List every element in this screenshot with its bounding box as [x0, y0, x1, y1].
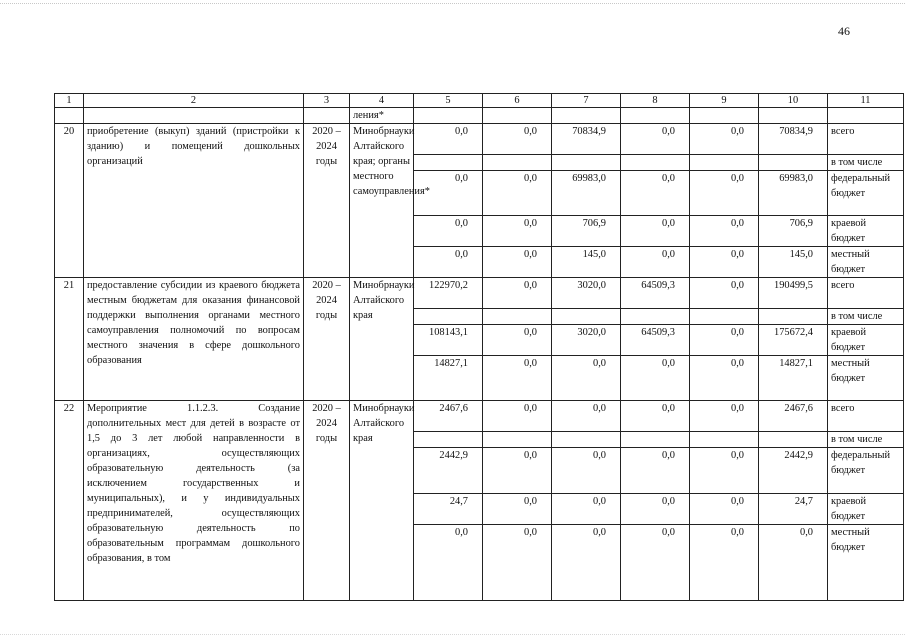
amount-cell: 0,0: [414, 171, 483, 216]
header-cell-7: 7: [552, 94, 621, 108]
measure-name: предоставление субсидии из краевого бюджета местным бюджетам для оказания финансовой поддержки выполнения органами местного самоуправления полномочий по вопросам местного значения в сфере дошкольного образования: [84, 278, 304, 401]
amount-cell: [759, 155, 828, 171]
amount-cell: 0,0: [690, 171, 759, 216]
funding-source: федеральный бюджет: [828, 171, 904, 216]
continuation-cell: [621, 108, 690, 124]
period: 2020 – 2024 годы: [304, 401, 350, 601]
amount-cell: 0,0: [621, 525, 690, 601]
amount-cell: 0,0: [483, 401, 552, 432]
amount-cell: 0,0: [621, 448, 690, 494]
amount-cell: 70834,9: [552, 124, 621, 155]
funding-source: местный бюджет: [828, 247, 904, 278]
amount-cell: 0,0: [414, 124, 483, 155]
amount-cell: 0,0: [483, 216, 552, 247]
funding-source: в том числе: [828, 432, 904, 448]
continuation-cell: [759, 108, 828, 124]
amount-cell: 24,7: [759, 494, 828, 525]
amount-cell: 0,0: [552, 401, 621, 432]
amount-cell: 64509,3: [621, 325, 690, 356]
amount-cell: 0,0: [621, 216, 690, 247]
amount-cell: [483, 432, 552, 448]
top-scan-edge: [0, 3, 905, 4]
amount-cell: [483, 155, 552, 171]
page-number: 46: [838, 24, 850, 38]
amount-cell: 2467,6: [414, 401, 483, 432]
amount-cell: 14827,1: [759, 356, 828, 401]
amount-cell: 190499,5: [759, 278, 828, 309]
amount-cell: 0,0: [414, 247, 483, 278]
amount-cell: [414, 432, 483, 448]
amount-cell: [414, 155, 483, 171]
amount-cell: [621, 309, 690, 325]
amount-cell: 0,0: [621, 356, 690, 401]
funding-source: краевой бюджет: [828, 216, 904, 247]
header-cell-10: 10: [759, 94, 828, 108]
amount-cell: 70834,9: [759, 124, 828, 155]
amount-cell: 64509,3: [621, 278, 690, 309]
table-row: [55, 278, 904, 309]
amount-cell: 122970,2: [414, 278, 483, 309]
funding-source: всего: [828, 278, 904, 309]
header-cell-2: 2: [84, 94, 304, 108]
amount-cell: 0,0: [483, 124, 552, 155]
amount-cell: 0,0: [690, 124, 759, 155]
amount-cell: [414, 309, 483, 325]
amount-cell: 0,0: [690, 247, 759, 278]
executor: Минобрнауки Алтайского края: [350, 278, 414, 401]
amount-cell: 0,0: [690, 325, 759, 356]
amount-cell: 24,7: [414, 494, 483, 525]
amount-cell: 69983,0: [552, 171, 621, 216]
amount-cell: 0,0: [690, 448, 759, 494]
amount-cell: 0,0: [690, 494, 759, 525]
funding-source: всего: [828, 124, 904, 155]
continuation-cell: [690, 108, 759, 124]
table-row: [55, 401, 904, 432]
amount-cell: 0,0: [621, 247, 690, 278]
amount-cell: [690, 309, 759, 325]
funding-source: местный бюджет: [828, 525, 904, 601]
funding-source: в том числе: [828, 155, 904, 171]
amount-cell: 2442,9: [414, 448, 483, 494]
amount-cell: 2442,9: [759, 448, 828, 494]
amount-cell: 0,0: [483, 278, 552, 309]
amount-cell: [759, 309, 828, 325]
amount-cell: 145,0: [552, 247, 621, 278]
amount-cell: 145,0: [759, 247, 828, 278]
amount-cell: 3020,0: [552, 278, 621, 309]
amount-cell: [483, 309, 552, 325]
amount-cell: 3020,0: [552, 325, 621, 356]
amount-cell: 14827,1: [414, 356, 483, 401]
amount-cell: 0,0: [621, 401, 690, 432]
amount-cell: 0,0: [690, 278, 759, 309]
measure-name: Мероприятие 1.1.2.3. Создание дополнительных мест для детей в возрасте от 1,5 до 3 лет любой направленности в организациях, осуществляющих образовательную деятельность (за исключением государственных и муниципальных), и у индивидуальных предпринимателей, осуществляющих образовательную деятельность по образовательным программам дошкольного образования, в том: [84, 401, 304, 601]
funding-source: местный бюджет: [828, 356, 904, 401]
funding-source: краевой бюджет: [828, 325, 904, 356]
amount-cell: 0,0: [483, 171, 552, 216]
header-cell-5: 5: [414, 94, 483, 108]
continuation-cell: [55, 108, 84, 124]
period: 2020 – 2024 годы: [304, 278, 350, 401]
amount-cell: 0,0: [414, 525, 483, 601]
amount-cell: 0,0: [483, 448, 552, 494]
continuation-cell: [552, 108, 621, 124]
executor: Минобрнауки Алтайского края: [350, 401, 414, 601]
amount-cell: [621, 432, 690, 448]
period: 2020 – 2024 годы: [304, 124, 350, 278]
header-cell-9: 9: [690, 94, 759, 108]
header-cell-1: 1: [55, 94, 84, 108]
header-cell-6: 6: [483, 94, 552, 108]
header-cell-4: 4: [350, 94, 414, 108]
amount-cell: [690, 432, 759, 448]
continuation-cell: [483, 108, 552, 124]
bottom-scan-edge: [0, 634, 905, 635]
funding-source: краевой бюджет: [828, 494, 904, 525]
row-number: 21: [55, 278, 84, 401]
funding-source: федеральный бюджет: [828, 448, 904, 494]
amount-cell: 0,0: [552, 525, 621, 601]
continuation-cell: [828, 108, 904, 124]
amount-cell: 0,0: [414, 216, 483, 247]
amount-cell: 0,0: [483, 494, 552, 525]
continuation-cell: [84, 108, 304, 124]
header-cell-3: 3: [304, 94, 350, 108]
amount-cell: [552, 432, 621, 448]
amount-cell: 0,0: [483, 247, 552, 278]
amount-cell: 0,0: [621, 494, 690, 525]
continuation-cell: [304, 108, 350, 124]
amount-cell: 0,0: [690, 525, 759, 601]
table-row: [55, 124, 904, 155]
continuation-cell: ления*: [350, 108, 414, 124]
header-cell-11: 11: [828, 94, 904, 108]
amount-cell: [759, 432, 828, 448]
amount-cell: 0,0: [552, 494, 621, 525]
funding-source: всего: [828, 401, 904, 432]
amount-cell: 0,0: [483, 325, 552, 356]
budget-table: [54, 93, 904, 601]
amount-cell: 706,9: [552, 216, 621, 247]
amount-cell: 2467,6: [759, 401, 828, 432]
amount-cell: 69983,0: [759, 171, 828, 216]
amount-cell: [552, 155, 621, 171]
amount-cell: 0,0: [483, 356, 552, 401]
amount-cell: 0,0: [552, 448, 621, 494]
amount-cell: 0,0: [690, 216, 759, 247]
amount-cell: 108143,1: [414, 325, 483, 356]
continuation-cell: [414, 108, 483, 124]
amount-cell: [552, 309, 621, 325]
amount-cell: 0,0: [552, 356, 621, 401]
amount-cell: [621, 155, 690, 171]
row-number: 22: [55, 401, 84, 601]
funding-source: в том числе: [828, 309, 904, 325]
amount-cell: 0,0: [690, 401, 759, 432]
amount-cell: [690, 155, 759, 171]
header-row: [55, 94, 904, 108]
continuation-row: [55, 108, 904, 124]
amount-cell: 0,0: [621, 171, 690, 216]
amount-cell: 0,0: [621, 124, 690, 155]
amount-cell: 0,0: [690, 356, 759, 401]
amount-cell: 706,9: [759, 216, 828, 247]
amount-cell: 0,0: [759, 525, 828, 601]
row-number: 20: [55, 124, 84, 278]
executor: Минобрнауки Алтайского края; органы местного самоуправления*: [350, 124, 414, 278]
measure-name: приобретение (выкуп) зданий (пристройки к зданию) и помещений дошкольных организаций: [84, 124, 304, 278]
amount-cell: 175672,4: [759, 325, 828, 356]
amount-cell: 0,0: [483, 525, 552, 601]
header-cell-8: 8: [621, 94, 690, 108]
